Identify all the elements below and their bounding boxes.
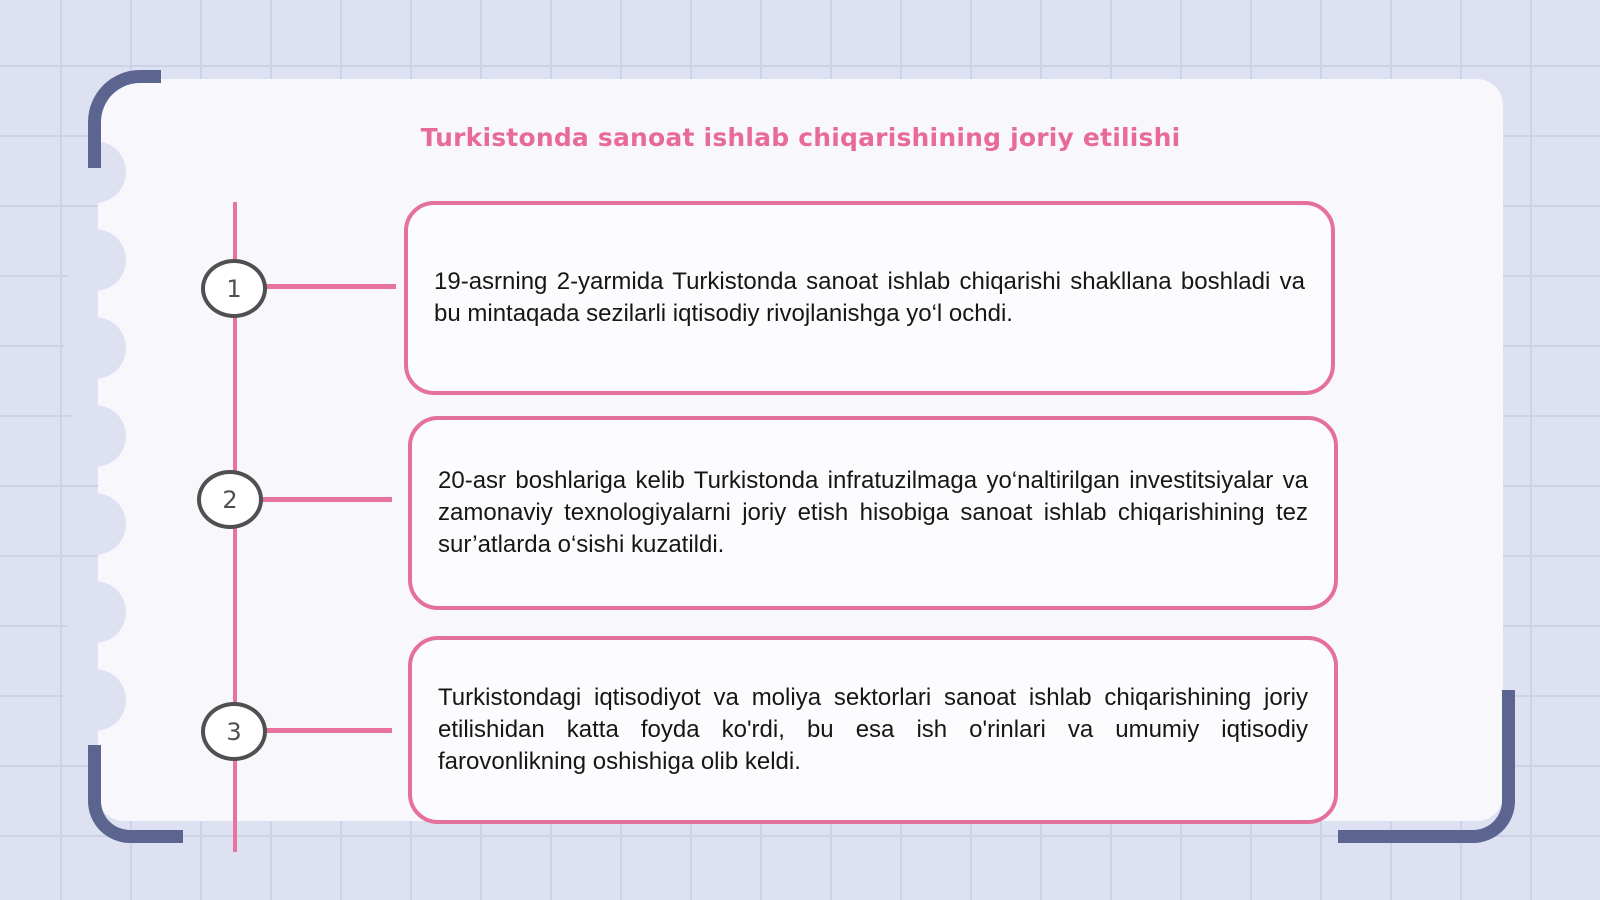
timeline-connector-3 [265, 728, 392, 733]
timeline-node-3: 3 [201, 702, 267, 761]
timeline-connector-2 [262, 497, 392, 502]
card-edge-scallop [64, 317, 126, 379]
timeline-node-1: 1 [201, 259, 267, 318]
card-edge-scallop [64, 229, 126, 291]
card-edge-scallop [64, 581, 126, 643]
card-edge-scallop [64, 405, 126, 467]
timeline-card-2 [408, 416, 1338, 610]
corner-bracket-top-left [88, 70, 161, 168]
timeline-card-text-2: 20-asr boshlariga kelib Turkistonda infratuzilmaga yo‘naltirilgan investitsiyalar va zamonaviy texnologiyalarni joriy etish hisobiga sanoat ishlab chiqarishining tez sur’atlarda o‘sishi kuzatildi. [438, 467, 1308, 558]
timeline-card-text-1: 19-asrning 2-yarmida Turkistonda sanoat ishlab chiqarishi shakllana boshladi va bu mintaqada sezilarli iqtisodiy rivojlanishga yo‘l ochdi. [434, 268, 1305, 327]
card-edge-scallop [64, 669, 126, 731]
timeline-card-1 [404, 201, 1335, 395]
slide-title: Turkistonda sanoat ishlab chiqarishining joriy etilishi [420, 123, 1181, 152]
card-edge-scallop [64, 493, 126, 555]
timeline-node-2: 2 [197, 470, 263, 529]
timeline-card-text-3: Turkistondagi iqtisodiyot va moliya sektorlari sanoat ishlab chiqarishining joriy etilishidan katta foyda ko'rdi, bu esa ish o'rinlari va umumiy iqtisodiy farovonlikning oshishiga olib keldi. [438, 684, 1308, 775]
timeline-connector-1 [265, 284, 396, 289]
timeline-card-3 [408, 636, 1338, 824]
corner-bracket-bottom-right [1338, 690, 1515, 843]
corner-bracket-bottom-left [88, 745, 183, 843]
